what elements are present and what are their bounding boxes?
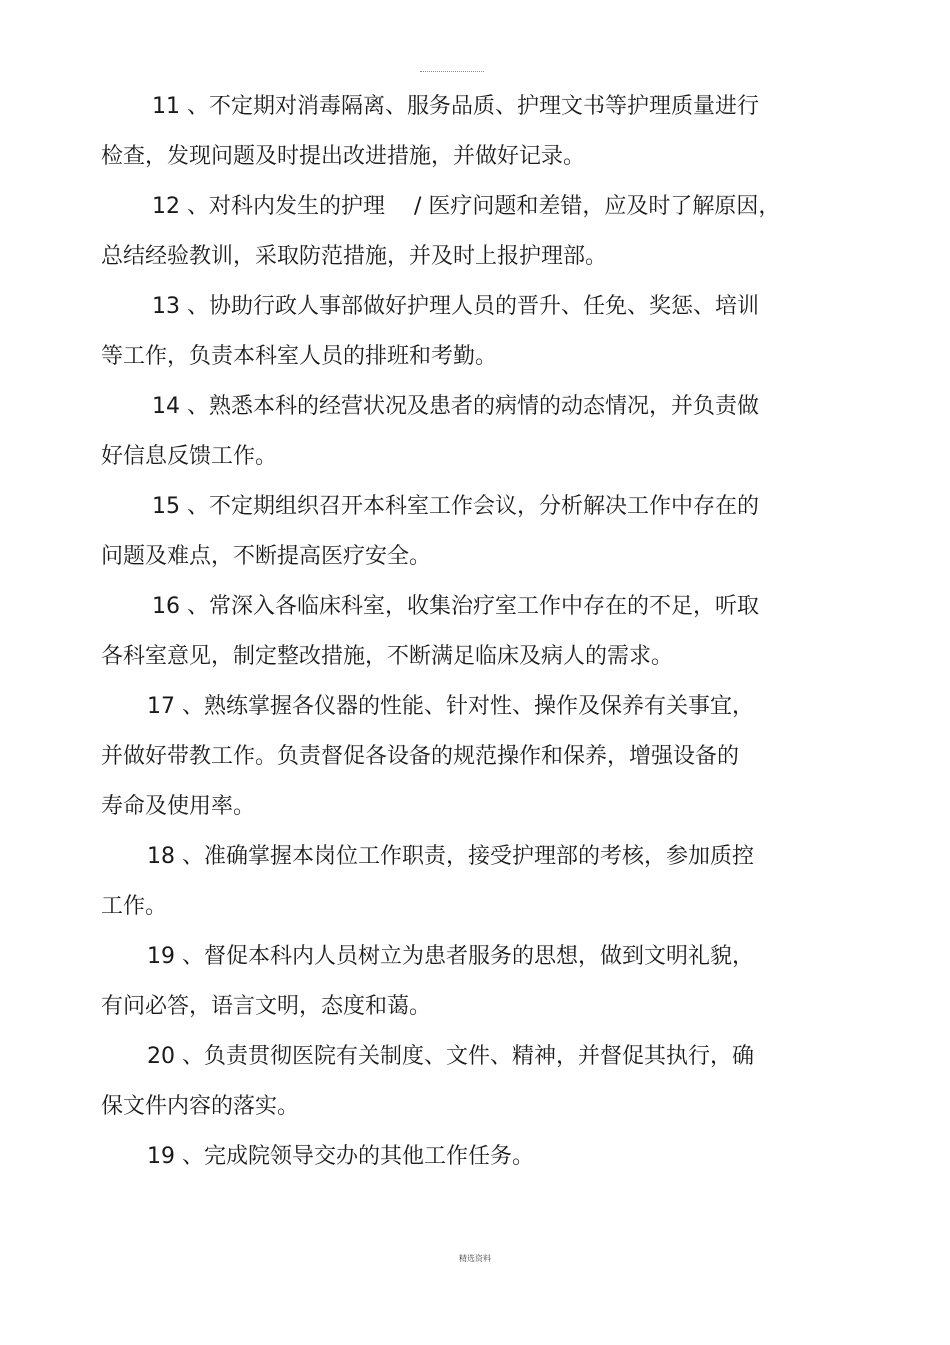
list-item [101,282,791,382]
item-line: 18 、准确掌握本岗位工作职责，接受护理部的考核，参加质控 [147,844,754,869]
item-line: 17 、熟练掌握各仪器的性能、针对性、操作及保养有关事宜， [147,694,754,719]
list-item [101,582,791,682]
list-item [101,682,791,832]
item-line: 各科室意见，制定整改措施，不断满足临床及病人的需求。 [101,644,674,669]
list-item [101,832,791,932]
item-line: 19 、督促本科内人员树立为患者服务的思想，做到文明礼貌， [147,944,754,969]
list-item [101,932,791,1032]
item-line: 12 、对科内发生的护理 / 医疗问题和差错，应及时了解原因， [152,194,781,219]
item-line: 保文件内容的落实。 [101,1094,300,1119]
item-line: 工作。 [101,894,168,919]
page-footer: 精选资料 [459,1254,491,1263]
item-line: 16 、常深入各临床科室，收集治疗室工作中存在的不足，听取 [152,594,759,619]
item-line: 总结经验教训，采取防范措施，并及时上报护理部。 [101,244,608,269]
item-line: 好信息反馈工作。 [101,444,278,469]
list-item [101,382,791,482]
item-line: 20 、负责贯彻医院有关制度、文件、精神，并督促其执行，确 [147,1044,754,1069]
item-line: 14 、熟悉本科的经营状况及患者的病情的动态情况，并负责做 [152,394,759,419]
list-item [101,1132,791,1182]
list-item [101,182,791,282]
list-item [101,482,791,582]
header-rule [420,71,484,72]
item-line: 有问必答，语言文明，态度和蔼。 [101,994,432,1019]
item-line: 13 、协助行政人事部做好护理人员的晋升、任免、奖惩、培训 [152,294,759,319]
item-line: 15 、不定期组织召开本科室工作会议，分析解决工作中存在的 [152,494,759,519]
list-item [101,1032,791,1132]
item-line: 11 、不定期对消毒隔离、服务品质、护理文书等护理质量进行 [152,94,759,119]
item-line: 并做好带教工作。负责督促各设备的规范操作和保养，增强设备的 [101,744,740,769]
list-item [101,82,791,182]
item-line: 19 、完成院领导交办的其他工作任务。 [147,1144,534,1169]
item-line: 寿命及使用率。 [101,794,256,819]
item-line: 问题及难点，不断提高医疗安全。 [101,544,432,569]
item-line: 检查，发现问题及时提出改进措施，并做好记录。 [101,144,586,169]
item-line: 等工作，负责本科室人员的排班和考勤。 [101,344,498,369]
